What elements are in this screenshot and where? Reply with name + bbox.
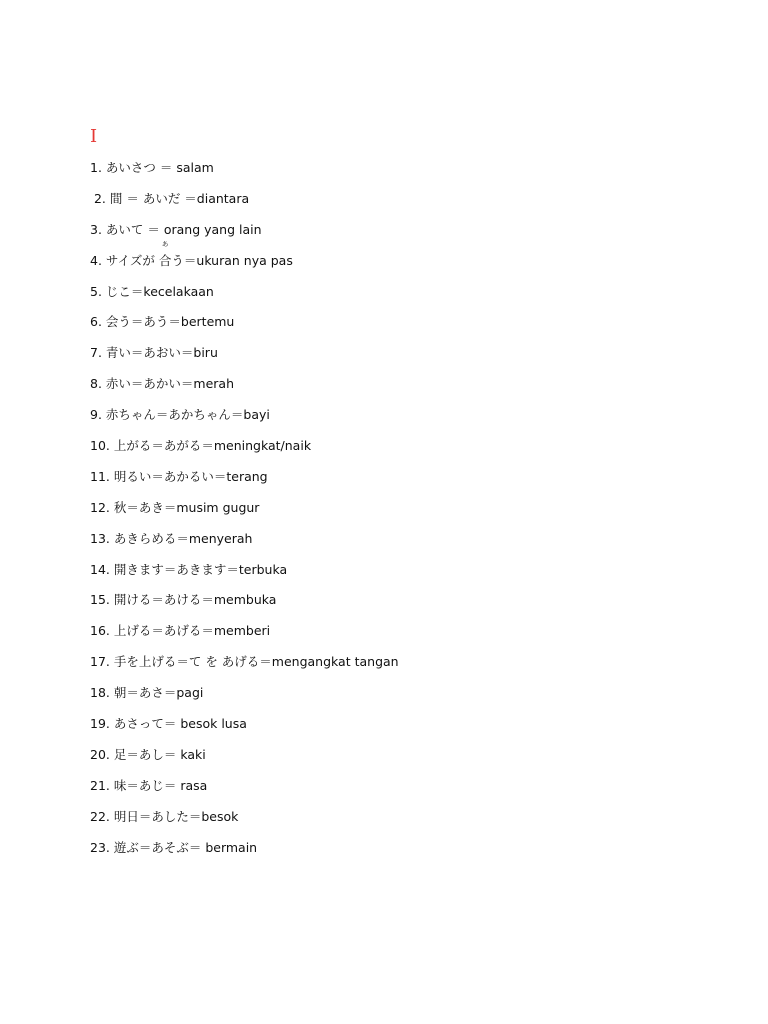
list-item xyxy=(90,343,710,374)
furigana: あ xyxy=(161,239,169,248)
ruby-base: 合 xyxy=(158,252,172,268)
list-item-text-after: う＝ukuran nya pas xyxy=(171,252,293,268)
list-item-text: 7. 青い＝あおい＝biru xyxy=(90,345,218,361)
list-item xyxy=(90,621,710,652)
list-item-text: 6. 会う＝あう＝bertemu xyxy=(90,314,235,330)
ruby-kanji xyxy=(158,239,172,271)
list-item xyxy=(90,467,710,498)
list-item-text: 14. 開きます＝あきます＝terbuka xyxy=(90,561,288,577)
list-item-text: 22. 明日＝あした＝besok xyxy=(90,808,239,824)
list-item xyxy=(90,745,710,776)
list-item xyxy=(90,282,710,313)
list-item xyxy=(90,498,710,529)
list-item xyxy=(90,158,710,189)
list-item xyxy=(90,714,710,745)
list-item-text: 5. じこ＝kecelakaan xyxy=(90,283,214,299)
list-item-text: 3. あいて ＝ orang yang lain xyxy=(90,221,262,237)
list-item-text: 20. 足＝あし＝ kaki xyxy=(90,746,206,762)
list-item xyxy=(90,405,710,436)
list-item xyxy=(90,838,710,869)
list-item xyxy=(90,776,710,807)
list-item-text: 12. 秋＝あき＝musim gugur xyxy=(90,499,260,515)
list-item xyxy=(90,220,710,251)
list-item-text: 21. 味＝あじ＝ rasa xyxy=(90,777,208,793)
list-item xyxy=(90,189,710,220)
list-item-text: 17. 手を上げる＝て を あげる＝mengangkat tangan xyxy=(90,654,399,670)
list-item-text: 10. 上がる＝あがる＝meningkat/naik xyxy=(90,438,312,454)
list-item-text: 19. あさって＝ besok lusa xyxy=(90,716,247,732)
list-item-text: 18. 朝＝あさ＝pagi xyxy=(90,685,204,701)
list-item xyxy=(90,529,710,560)
list-item-text: 15. 開ける＝あける＝membuka xyxy=(90,592,277,608)
list-item xyxy=(90,239,710,282)
list-item xyxy=(90,436,710,467)
list-item-text: 2. 間 ＝ あいだ ＝diantara xyxy=(90,190,250,206)
section-heading: I xyxy=(90,126,98,147)
list-item xyxy=(90,312,710,343)
list-item xyxy=(90,560,710,591)
list-item-text-before: 4. サイズが xyxy=(90,252,159,268)
list-item-text: 1. あいさつ ＝ salam xyxy=(90,160,214,175)
list-item xyxy=(90,590,710,621)
vocabulary-list xyxy=(90,158,710,868)
list-item-text: 16. 上げる＝あげる＝memberi xyxy=(90,623,271,639)
list-item-text: 9. 赤ちゃん＝あかちゃん＝bayi xyxy=(90,407,270,423)
list-item-text: 23. 遊ぶ＝あそぶ＝ bermain xyxy=(90,839,258,855)
list-item-text: 13. あきらめる＝menyerah xyxy=(90,530,253,546)
list-item-text: 8. 赤い＝あかい＝merah xyxy=(90,376,234,392)
list-item xyxy=(90,683,710,714)
list-item xyxy=(90,652,710,683)
list-item xyxy=(90,374,710,405)
list-item-text: 11. 明るい＝あかるい＝terang xyxy=(90,468,268,484)
list-item xyxy=(90,807,710,838)
